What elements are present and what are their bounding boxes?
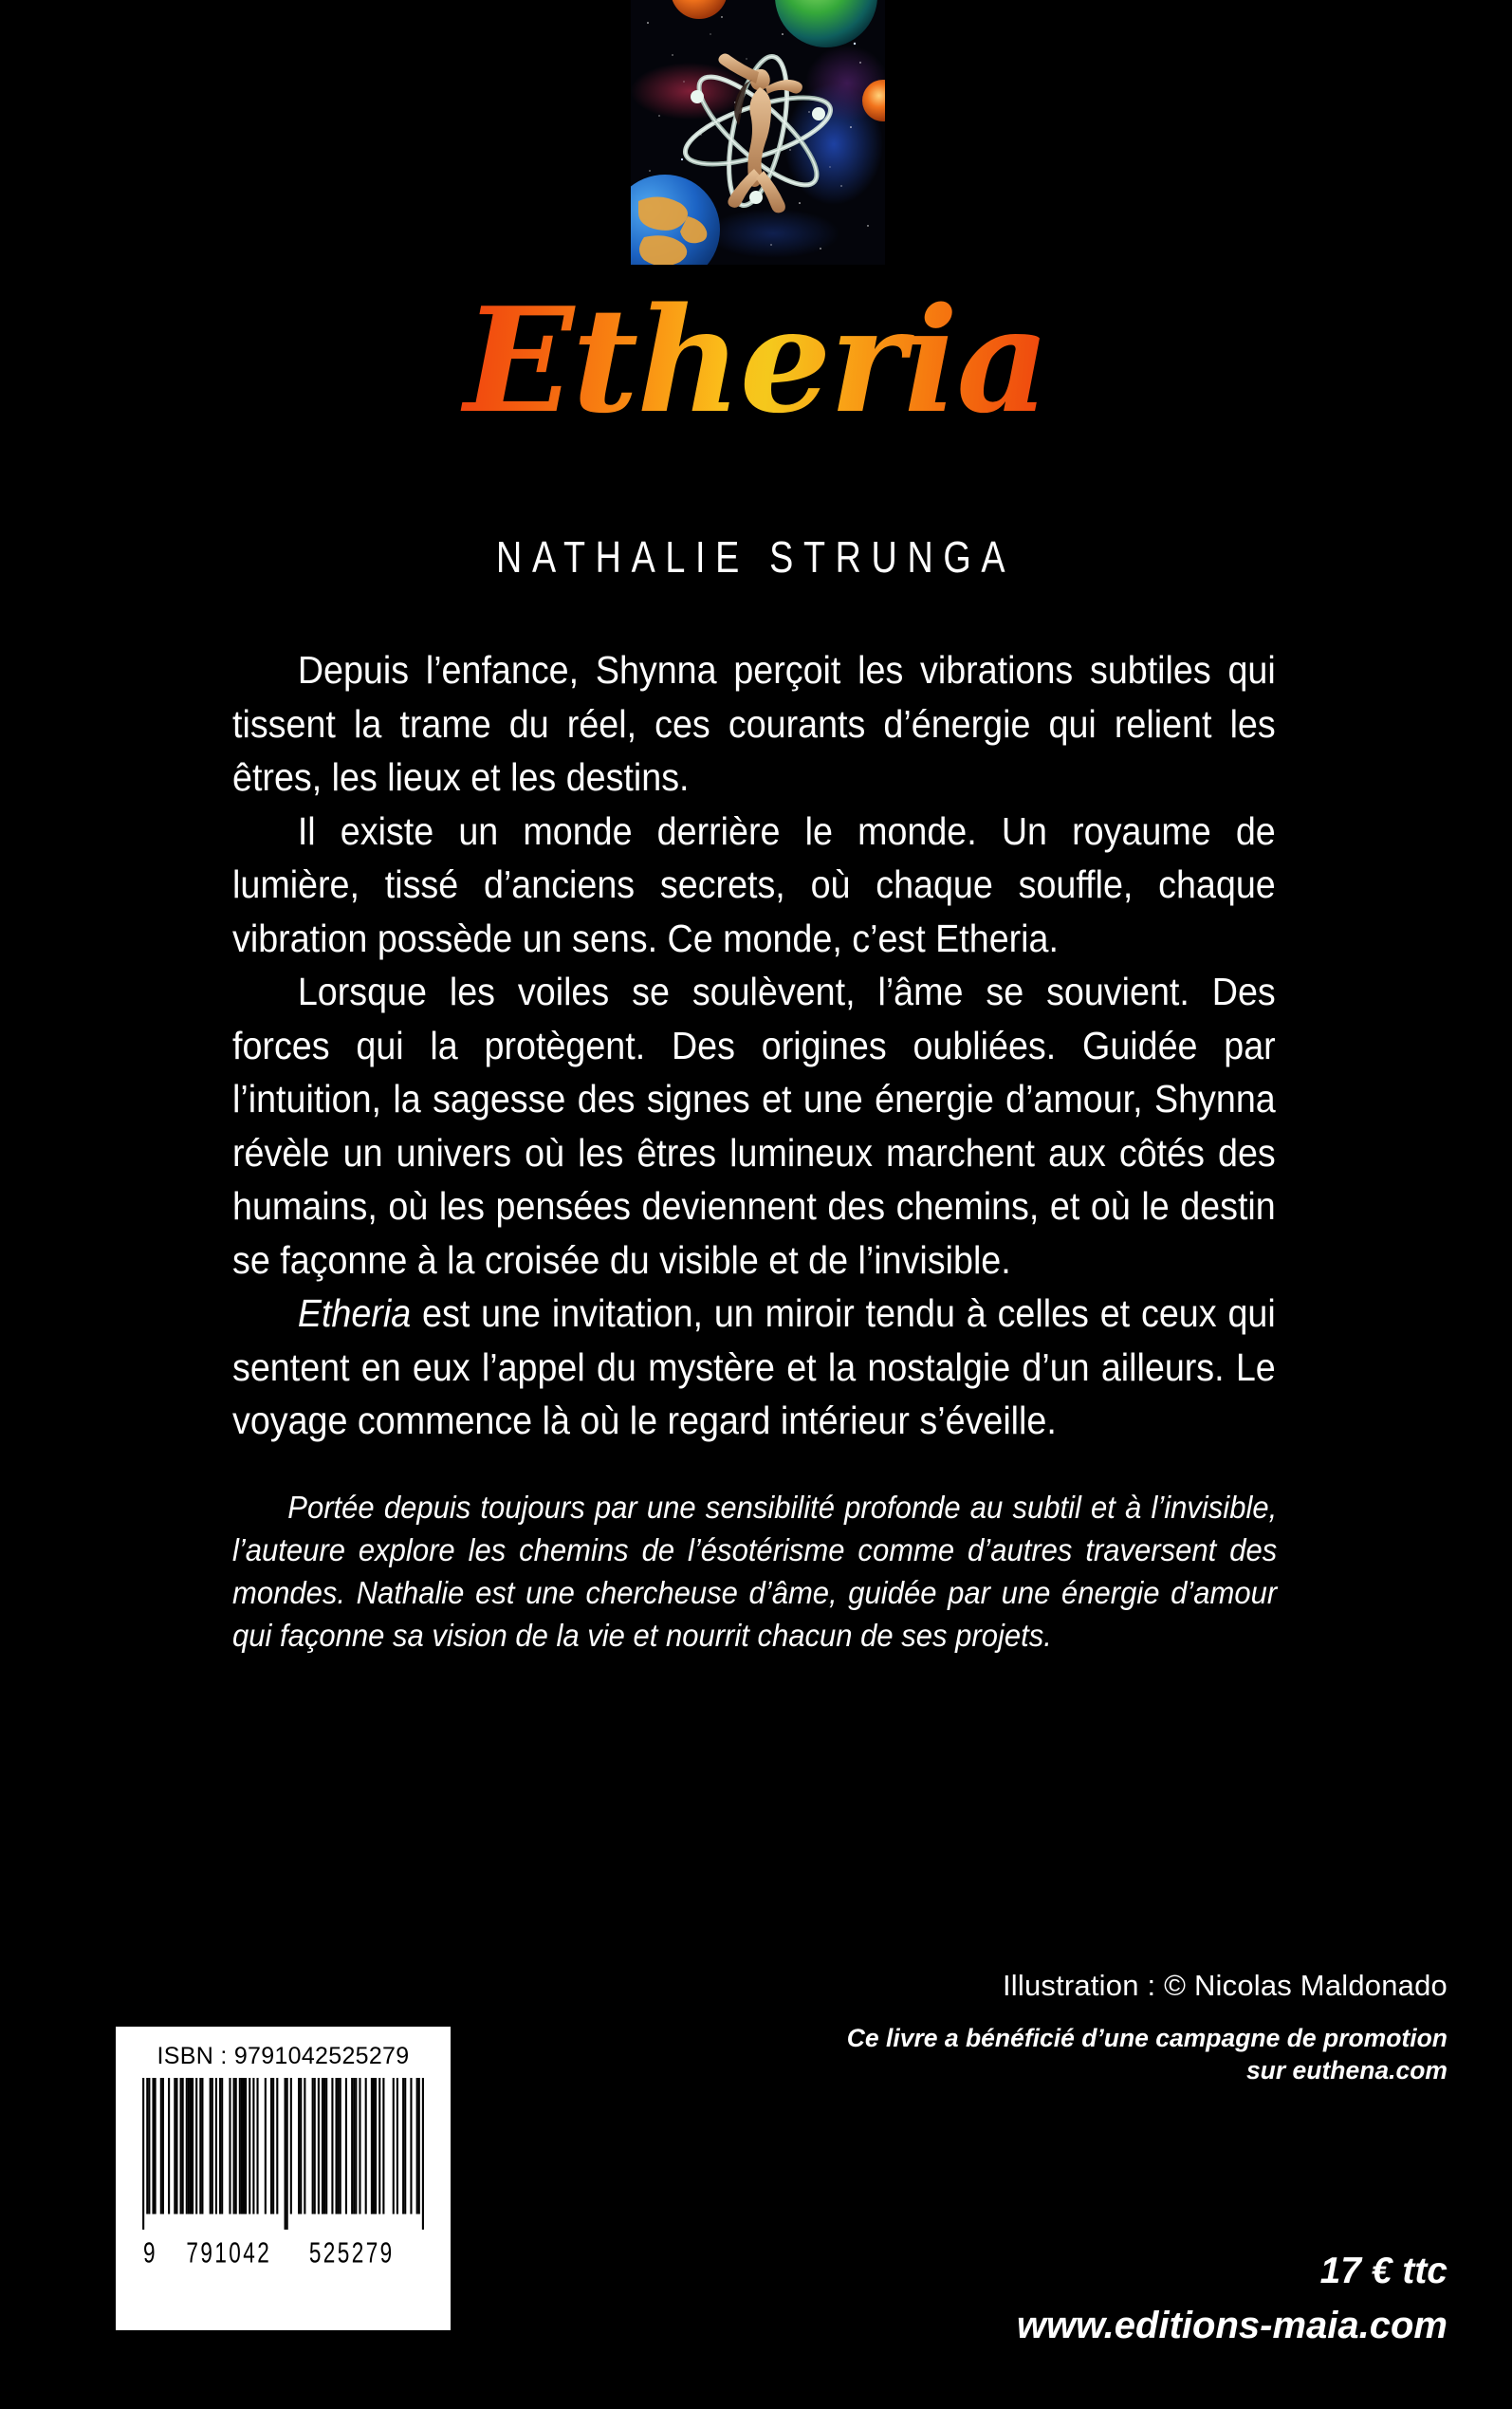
promotion-line-2: sur euthena.com [1245, 2056, 1447, 2085]
promotion-line-1: Ce livre a bénéficié d’une campagne de promotion [846, 2024, 1447, 2052]
synopsis-paragraph-4 [232, 1287, 1276, 1448]
author-bio-text: Portée depuis toujours par une sensibilité profonde au subtil et à l’invisible, l’auteure explore les chemins de l’ésotérisme comme d’autres traversent des mondes. Nathalie est une chercheuse d’âme, guidée par une énergie d’amour qui façonne sa vision de la vie et nourrit chacun de ses projets. [232, 1489, 1278, 1653]
shop-block [594, 2249, 1447, 2349]
synopsis-title-mention: Etheria [297, 1291, 412, 1335]
isbn-barcode-card [116, 2027, 451, 2330]
synopsis-paragraph-1: Depuis l’enfance, Shynna perçoit les vibrations subtiles qui tissent la trame du réel, ces courants d’énergie qui relient les êtres, les lieux et les destins. [232, 648, 1276, 799]
synopsis-paragraph-2: Il existe un monde derrière le monde. Un royaume de lumière, tissé d’anciens secrets, où chaque souffle, chaque vibration possède un sens. Ce monde, c’est Etheria. [232, 808, 1276, 960]
back-cover-text-column [232, 643, 1276, 1657]
author-name: NATHALIE STRUNGA [496, 532, 1016, 582]
title-block [0, 275, 1512, 454]
cosmic-atom-figure-illustration [631, 0, 885, 265]
promotion-note [594, 2022, 1447, 2086]
credits-block [594, 1967, 1447, 2086]
svg-text:9: 9 [143, 2236, 157, 2270]
svg-text:525279: 525279 [308, 2236, 395, 2270]
page-title: Etheria [454, 285, 1058, 454]
author-bio [232, 1486, 1276, 1657]
synopsis [232, 643, 1276, 1448]
synopsis-final-rest: est une invitation, un miroir tendu à celles et ceux qui sentent en eux l’appel du mystère et la nostalgie d’un ailleurs. Le voyage commence là où le regard intérieur s’éveille. [232, 1291, 1276, 1442]
price-label: 17 € ttc [1319, 2251, 1447, 2291]
svg-text:791042: 791042 [186, 2236, 272, 2270]
illustration-artwork [631, 0, 885, 265]
barcode-graphic-wrap [116, 2070, 451, 2272]
synopsis-paragraph-3: Lorsque les voiles se soulèvent, l’âme se souvient. Des forces qui la protègent. Des origines oubliées. Guidée par l’intuition, la sagesse des signes et une énergie d’amour, Shynna révèle un univers où les êtres lumineux marchent aux côtés des humains, où les pensées deviennent des chemins, et où le destin se façonne à la croisée du visible et de l’invisible. [232, 970, 1276, 1282]
nebula-lower [707, 209, 839, 258]
ean13-barcode [140, 2078, 426, 2272]
publisher-website[interactable]: www.editions-maia.com [1016, 2305, 1447, 2346]
author-block [0, 531, 1512, 583]
nebula-red [631, 63, 748, 120]
illustration-credit: Illustration : © Nicolas Maldonado [1002, 1969, 1447, 2002]
isbn-label: ISBN : 9791042525279 [157, 2043, 410, 2069]
